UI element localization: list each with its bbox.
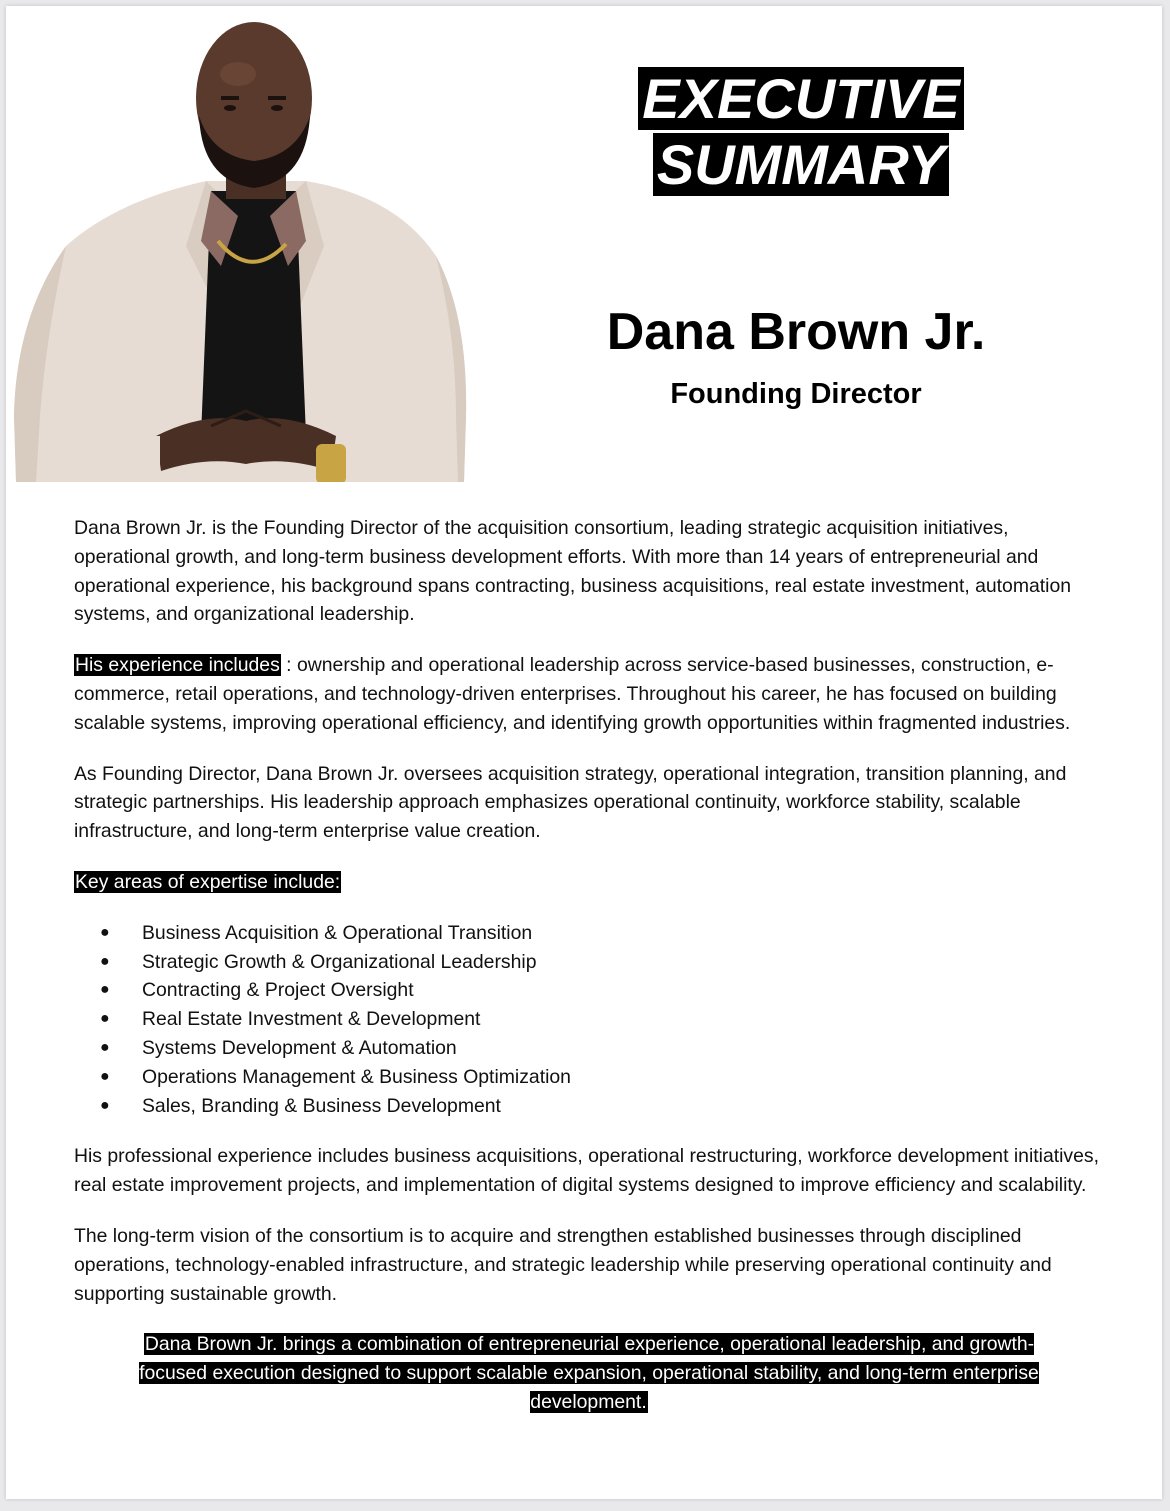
expertise-item-label: Real Estate Investment & Development: [142, 1008, 481, 1031]
professional-paragraph: His professional experience includes business acquisitions, operational restructuring, workforce development initiatives, real estate improvement projects, and implementation of digital systems designed to improve efficiency and scalability.: [74, 1145, 1099, 1197]
document-page: [6, 6, 1162, 1499]
list-item: [74, 948, 1104, 977]
expertise-item-label: Operations Management & Business Optimization: [142, 1065, 571, 1088]
expertise-heading-row: [74, 868, 1104, 897]
vision-paragraph: The long-term vision of the consortium is to acquire and strengthen established businesses through disciplined operations, technology-enabled infrastructure, and strategic leadership while preserving operational continuity and supporting sustainable growth.: [74, 1224, 1052, 1305]
closing-paragraph: [74, 1330, 1104, 1416]
experience-label: His experience includes: [75, 654, 280, 677]
executive-summary-title: [566, 66, 1036, 198]
experience-text: : ownership and operational leadership across service-based businesses, construction, e-commerce, retail operations, and technology-driven enterprises. Throughout his career, he has focused on building scalable systems, improving operational efficiency, and identifying growth opportunities within fragmented industries.: [74, 654, 1071, 734]
expertise-heading: Key areas of expertise include:: [75, 870, 341, 893]
bullet-icon: ●: [100, 981, 110, 999]
expertise-list: [74, 919, 1104, 1121]
bullet-icon: ●: [100, 1010, 110, 1028]
bullet-icon: ●: [100, 1067, 110, 1085]
role-paragraph: As Founding Director, Dana Brown Jr. oversees acquisition strategy, operational integration, transition planning, and strategic partnerships. His leadership approach emphasizes operational continuity, workforce stability, scalable infrastructure, and long-term enterprise value creation.: [74, 762, 1067, 843]
title-line-1: EXECUTIVE: [638, 67, 963, 130]
closing-text: Dana Brown Jr. brings a combination of entrepreneurial experience, operational leadership, and growth-focused execution designed to support scalable expansion, operational stability, and long-term enterprise development.: [139, 1333, 1039, 1413]
intro-paragraph: Dana Brown Jr. is the Founding Director of the acquisition consortium, leading strategic acquisition initiatives, operational growth, and long-term business development efforts. With more than 14 years of entrepreneurial and operational experience, his background spans contracting, business acquisitions, real estate investment, automation systems, and organizational leadership.: [74, 517, 1072, 626]
expertise-item-label: Contracting & Project Oversight: [142, 979, 414, 1002]
list-item: [74, 976, 1104, 1005]
experience-paragraph: [74, 651, 1104, 737]
list-item: [74, 1034, 1104, 1063]
bullet-icon: ●: [100, 1038, 110, 1056]
bullet-icon: ●: [100, 1096, 110, 1114]
portrait-photo: [6, 16, 468, 482]
title-line-2: SUMMARY: [653, 133, 949, 196]
list-item: [74, 1063, 1104, 1092]
person-role: Founding Director: [670, 378, 922, 410]
list-item: [74, 919, 1104, 948]
expertise-item-label: Strategic Growth & Organizational Leadership: [142, 950, 537, 973]
expertise-item-label: Business Acquisition & Operational Transition: [142, 921, 533, 944]
bullet-icon: ●: [100, 923, 110, 941]
person-name: Dana Brown Jr.: [606, 303, 986, 361]
list-item: [74, 1005, 1104, 1034]
summary-body: [74, 514, 1104, 1439]
expertise-item-label: Systems Development & Automation: [142, 1036, 457, 1059]
bullet-icon: ●: [100, 952, 110, 970]
list-item: [74, 1092, 1104, 1121]
expertise-item-label: Sales, Branding & Business Development: [142, 1094, 501, 1117]
